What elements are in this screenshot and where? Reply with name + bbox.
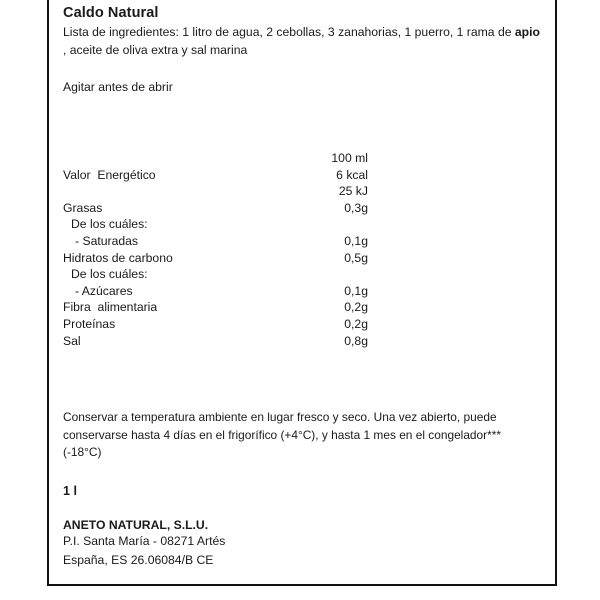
nutrition-row-value [288,216,368,233]
nutrition-row-value [288,266,368,283]
nutrition-row [63,333,368,350]
nutrition-row [63,283,368,300]
nutrition-row [63,216,368,233]
nutrition-header-label [63,150,288,167]
nutrition-row-value: 0,2g [344,300,368,315]
nutrition-row-label: Valor Energético [63,167,156,182]
nutrition-row-value: 0,5g [344,250,368,265]
nutrition-row [63,250,368,267]
nutrition-row-label: Fibra alimentaria [63,300,158,315]
nutrition-row [63,200,368,217]
nutrition-row-label: De los cuáles: [71,267,148,282]
storage-instructions: Conservar a temperatura ambiente en lugar fresco y seco. Una vez abierto, puede conservarse hasta 4 días en el frigorífico (+4°C), y hasta 1 mes en el congelador*** (-18°C) [63,410,502,460]
nutrition-row [63,316,368,333]
nutrition-table [63,150,368,349]
product-title: Caldo Natural [63,5,159,21]
nutrition-header-row [63,150,368,167]
nutrition-row-label: De los cuáles: [71,217,148,232]
ingredients-list [63,24,541,60]
ingredients-text-prefix: Lista de ingredientes: 1 litro de agua, 2 cebollas, 3 zanahorias, 1 puerro, 1 rama de [63,25,515,40]
nutrition-row-value: 0,1g [344,233,368,248]
nutrition-row-value: 0,1g [344,283,368,298]
nutrition-row [63,299,368,316]
nutrition-row-label: - Azúcares [75,283,133,298]
nutrition-row [63,183,368,200]
nutrition-row-label: - Saturadas [75,233,139,248]
nutrition-row-label: Grasas [63,200,103,215]
nutrition-row [63,233,368,250]
nutrition-row-label: Proteínas [63,316,116,331]
nutrition-table-body [63,150,368,349]
ingredients-text-suffix: , aceite de oliva extra y sal marina [63,43,248,58]
nutrition-row [63,167,368,184]
usage-note: Agitar antes de abrir [63,80,173,94]
nutrition-row [63,266,368,283]
ingredient-allergen-apio: apio [514,25,540,40]
company-health-code: España, ES 26.06084/B CE [63,552,214,567]
nutrition-row-value: 0,8g [344,333,368,348]
net-volume: 1 l [63,483,78,498]
nutrition-row-value: 6 kcal [336,167,368,182]
serving-size-header: 100 ml [331,151,368,165]
nutrition-row-label [63,183,288,200]
company-address-line-1: P.I. Santa María - 08271 Artés [63,533,226,548]
nutrition-row-label: Sal [63,333,81,348]
nutrition-row-value: 0,3g [344,200,368,215]
nutrition-row-value: 0,2g [344,316,368,331]
nutrition-label-panel [47,0,557,586]
nutrition-row-label: Hidratos de carbono [63,250,173,265]
company-name: ANETO NATURAL, S.L.U. [63,517,209,532]
nutrition-row-value: 25 kJ [338,184,368,199]
